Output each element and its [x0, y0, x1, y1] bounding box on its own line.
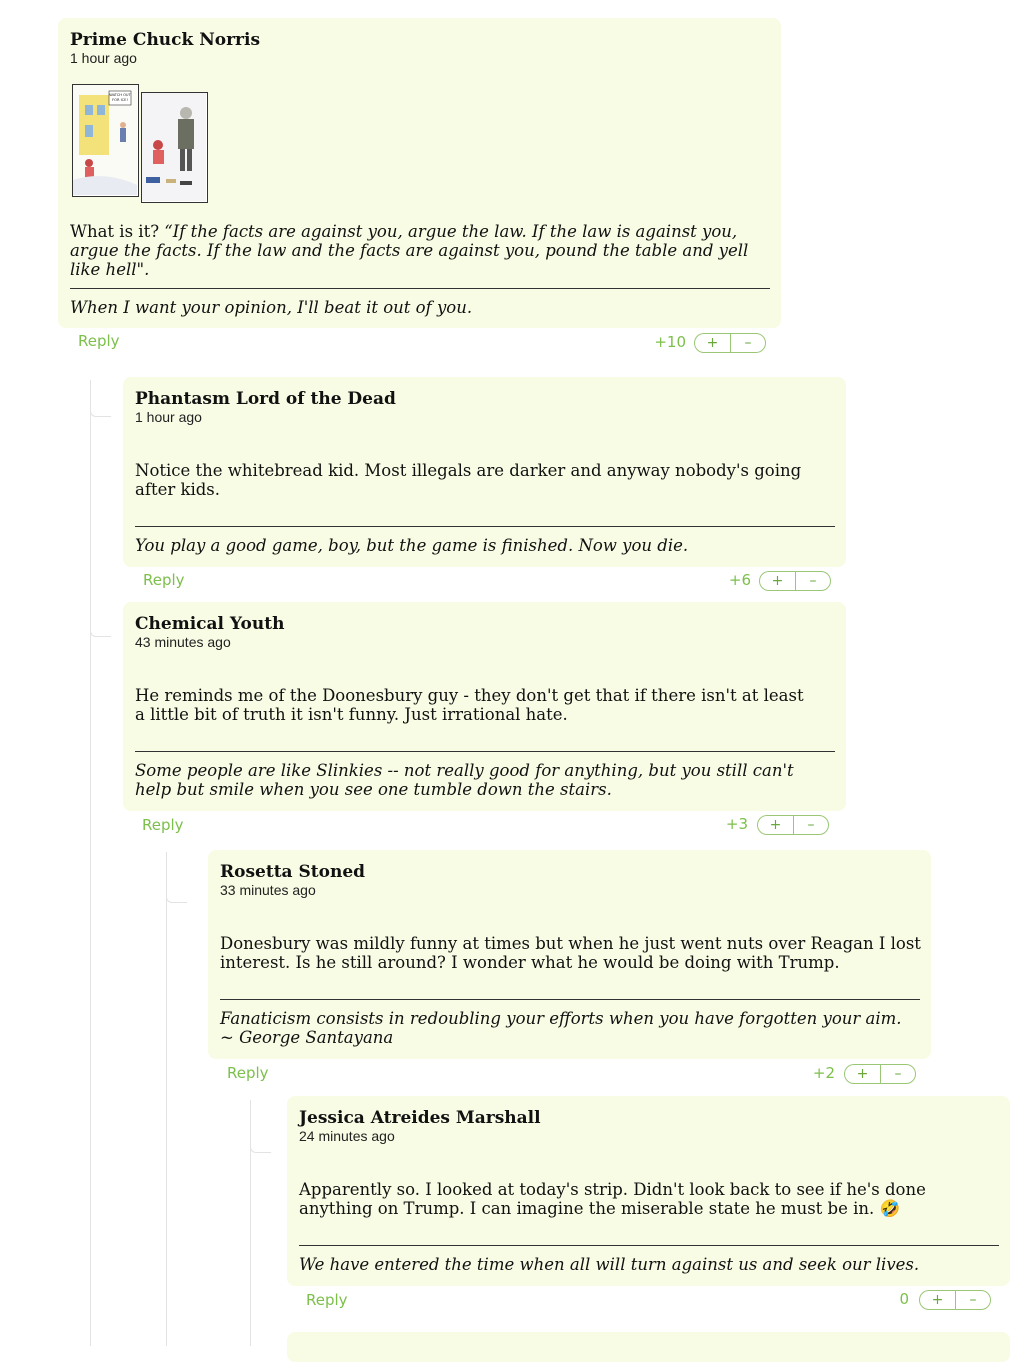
comment-timestamp[interactable]: 33 minutes ago	[220, 882, 316, 898]
thread-elbow	[166, 852, 187, 903]
downvote-button[interactable]: –	[880, 1064, 916, 1084]
svg-text:WATCH OUT: WATCH OUT	[109, 93, 131, 97]
comment-author[interactable]: Jessica Atreides Marshall	[299, 1108, 541, 1128]
comment-timestamp[interactable]: 1 hour ago	[135, 409, 202, 425]
signature-divider	[70, 288, 770, 289]
comic-thumbnail[interactable]	[70, 84, 210, 206]
vote-controls	[694, 333, 766, 353]
downvote-button[interactable]: –	[795, 571, 831, 591]
thread-line-level-1	[90, 380, 91, 1346]
upvote-button[interactable]: +	[694, 333, 730, 353]
thread-line-level-2	[166, 852, 167, 1346]
thread-elbow	[90, 380, 111, 417]
vote-controls	[844, 1064, 916, 1084]
reply-button[interactable]: Reply	[78, 332, 120, 350]
vote-score: +6	[728, 571, 751, 589]
comment-timestamp[interactable]: 24 minutes ago	[299, 1128, 395, 1144]
reply-button[interactable]: Reply	[142, 816, 184, 834]
signature-divider	[299, 1245, 999, 1246]
comment-signature: We have entered the time when all will turn against us and seek our lives.	[299, 1255, 920, 1274]
signature-divider	[135, 751, 835, 752]
comment-author[interactable]: Phantasm Lord of the Dead	[135, 389, 396, 409]
comment-body-quote: “If the facts are against you, argue the law. If the law is against you, argue the facts. If the law and the facts are against you, pound the table and yell like hell".	[70, 222, 749, 279]
vote-score: +10	[654, 333, 686, 351]
comment-signature: Fanaticism consists in redoubling your efforts when you have forgotten your aim. ~ George Santayana	[220, 1009, 902, 1047]
comment-timestamp[interactable]: 1 hour ago	[70, 50, 137, 66]
comment-author[interactable]: Rosetta Stoned	[220, 862, 366, 882]
vote-controls	[919, 1290, 991, 1310]
comment-timestamp[interactable]: 43 minutes ago	[135, 634, 231, 650]
vote-score: +3	[725, 815, 748, 833]
signature-divider	[220, 999, 920, 1000]
comment-card	[58, 18, 781, 328]
upvote-button[interactable]: +	[844, 1064, 880, 1084]
comment-author[interactable]: Chemical Youth	[135, 614, 285, 634]
comic-panel-2	[141, 92, 208, 203]
thread-elbow	[90, 604, 111, 637]
comment-signature: Some people are like Slinkies -- not really good for anything, but you still can't help but smile when you see one tumble down the stairs.	[135, 761, 794, 799]
thread-elbow	[250, 1100, 271, 1153]
upvote-button[interactable]: +	[757, 815, 793, 835]
comic-panel-1	[72, 84, 139, 197]
downvote-button[interactable]: –	[793, 815, 829, 835]
comment-card	[208, 850, 931, 1059]
comment-card	[123, 377, 846, 567]
downvote-button[interactable]: –	[955, 1290, 991, 1310]
comment-body: He reminds me of the Doonesbury guy - they don't get that if there isn't at least a little bit of truth it isn't funny. Just irrational hate.	[135, 686, 804, 724]
comic-panel-1-drawing	[73, 85, 137, 195]
reply-button[interactable]: Reply	[143, 571, 185, 589]
svg-text:FOR ICE!: FOR ICE!	[112, 98, 128, 102]
comment-card-next	[287, 1332, 1010, 1362]
downvote-button[interactable]: –	[730, 333, 766, 353]
upvote-button[interactable]: +	[759, 571, 795, 591]
comment-body: Apparently so. I looked at today's strip. Didn't look back to see if he's done anything on Trump. I can imagine the miserable state he must be in. 🤣	[299, 1180, 926, 1218]
reply-button[interactable]: Reply	[306, 1291, 348, 1309]
comment-signature: When I want your opinion, I'll beat it out of you.	[70, 298, 473, 317]
comment-body: Notice the whitebread kid. Most illegals are darker and anyway nobody's going after kids.	[135, 461, 802, 499]
comment-author[interactable]: Prime Chuck Norris	[70, 30, 261, 50]
comment-body	[70, 222, 771, 279]
vote-score: +2	[812, 1064, 835, 1082]
vote-controls	[757, 815, 829, 835]
comic-panel-2-drawing	[142, 93, 206, 201]
signature-divider	[135, 526, 835, 527]
comment-body: Donesbury was mildly funny at times but when he just went nuts over Reagan I lost interest. Is he still around? I wonder what he would be doing with Trump.	[220, 934, 921, 972]
vote-score: 0	[899, 1290, 909, 1308]
reply-button[interactable]: Reply	[227, 1064, 269, 1082]
comment-card	[287, 1096, 1010, 1286]
upvote-button[interactable]: +	[919, 1290, 955, 1310]
comment-card	[123, 602, 846, 811]
vote-controls	[759, 571, 831, 591]
comment-signature: You play a good game, boy, but the game is finished. Now you die.	[135, 536, 689, 555]
comment-body-text: What is it?	[70, 222, 165, 241]
